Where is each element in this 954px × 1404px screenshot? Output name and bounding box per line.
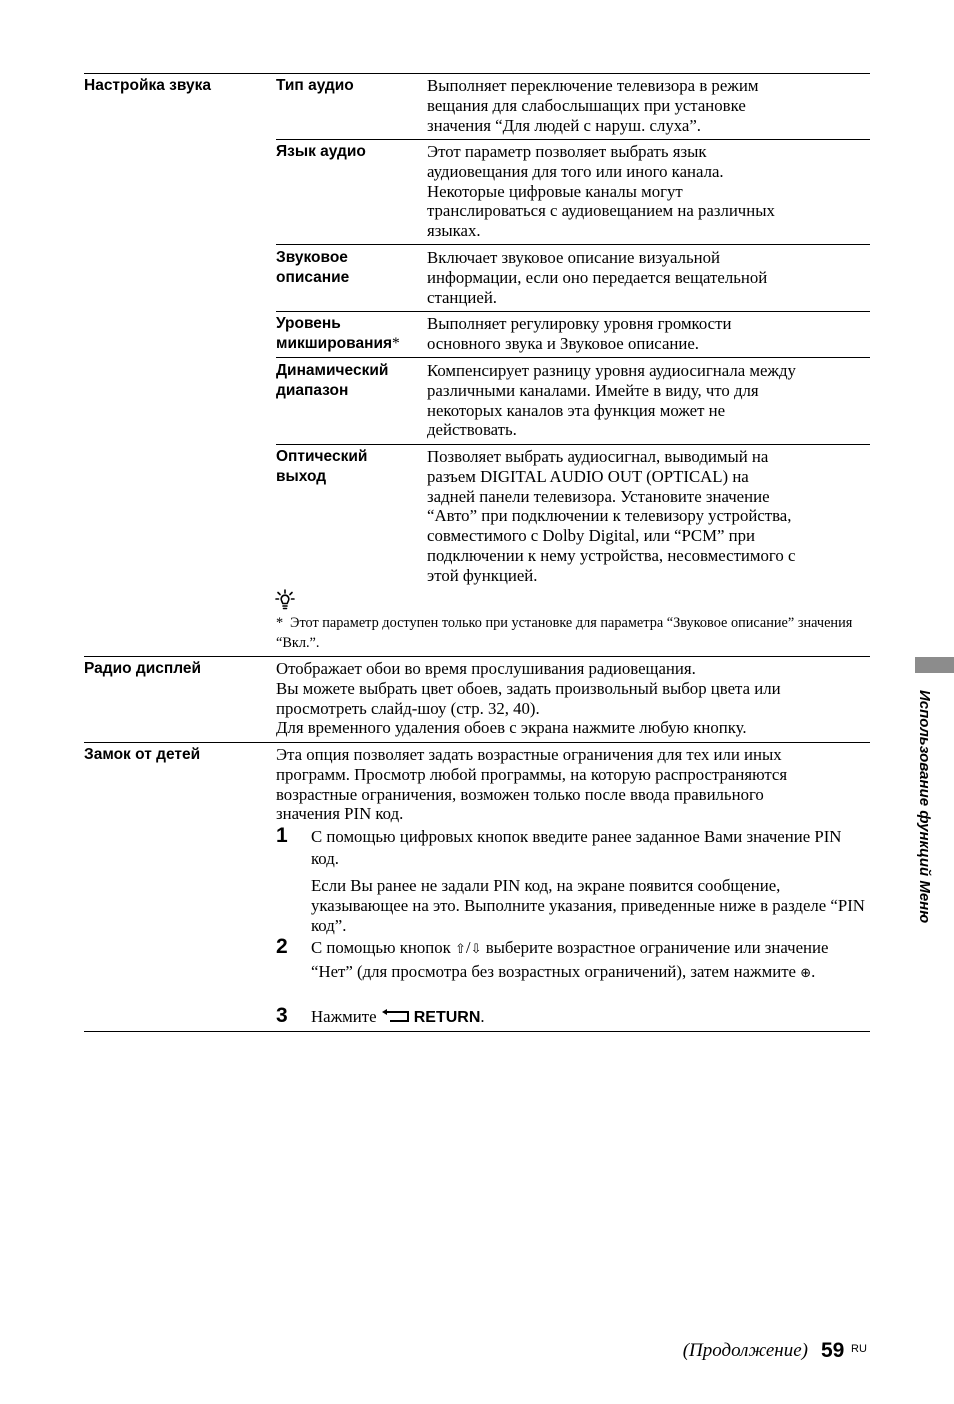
footnote-text: Этот параметр доступен только при установке для параметра “Звуковое описание” значения “Вкл.”.	[276, 615, 853, 651]
section-title-child-lock: Замок от детей	[84, 746, 201, 763]
item-desc-audio-language: Этот параметр позволяет выбрать язык аудиовещания для того или иного канала. Некоторые цифровые каналы могут транслироваться с аудиовещанием на различных языках.	[427, 142, 775, 241]
step-text	[311, 1006, 867, 1029]
step-text-part: .	[480, 1007, 485, 1026]
continued-label: (Продолжение)	[682, 1340, 808, 1361]
step-extra-text: Если Вы ранее не задали PIN код, на экране появится сообщение, указывающее на это. Выполните указания, приведенные ниже в разделе “PIN код”.	[311, 876, 865, 935]
item-name-audio-type: Тип аудио	[276, 77, 354, 94]
sidebar-label	[913, 690, 935, 990]
step-text	[311, 937, 867, 984]
divider	[84, 656, 870, 657]
item-desc-optical-out: Позволяет выбрать аудиосигнал, выводимый на разъем DIGITAL AUDIO OUT (OPTICAL) на задней панели телевизора. Установите значение “Авто” при подключении к телевизору устройства, совместимого с Dolby Digital, или “PCM” при подключении к нему устройства, несовместимого с этой функцией.	[427, 447, 796, 585]
divider	[84, 742, 870, 743]
radio-display-desc: Отображает обои во время прослушивания радиовещания. Вы можете выбрать цвет обоев, задать произвольный выбор цвета или просмотреть слайд-шоу (стр. 32, 40). Для временного удаления обоев с экрана нажмите любую кнопку.	[276, 659, 781, 738]
page-number: 59	[821, 1339, 845, 1362]
step-number: 3	[276, 1004, 288, 1027]
step-text-part: .	[811, 961, 816, 981]
up-arrow-icon: ⇧	[455, 942, 466, 957]
divider	[84, 1031, 870, 1032]
divider	[276, 139, 870, 140]
down-arrow-icon: ⇩	[470, 942, 482, 957]
item-desc-dynamic-range: Компенсирует разницу уровня аудиосигнала между различными каналами. Имейте в виду, что для некоторых каналов эта функция может не действовать.	[427, 361, 796, 440]
step-text: С помощью цифровых кнопок введите ранее заданное Вами значение PIN код.	[311, 827, 842, 868]
step-text-part: С помощью кнопок	[311, 938, 456, 957]
return-label: RETURN	[413, 1009, 481, 1026]
return-arrow-icon	[381, 1007, 411, 1021]
divider	[276, 311, 870, 312]
item-name-dynamic-range: Динамический диапазон	[276, 362, 389, 399]
section-title-radio-display: Радио дисплей	[84, 660, 202, 677]
footnote-mark: *	[276, 615, 284, 631]
slash: /	[465, 938, 471, 957]
enter-button-icon: ⊕	[800, 965, 812, 981]
child-lock-desc: Эта опция позволяет задать возрастные ограничения для тех или иных программ. Просмотр любой программы, на которую распространяются возрастные ограничения, возможен только после ввода правильного значения PIN код.	[276, 745, 788, 824]
item-desc-audio-type: Выполняет переключение телевизора в режим вещания для слабослышащих при установке значения “Для людей с наруш. слуха”.	[427, 76, 759, 135]
step-number: 2	[276, 935, 288, 958]
divider	[276, 244, 870, 245]
item-name-text: Уровень микширования	[276, 315, 393, 352]
footnote-marker: *	[392, 335, 400, 352]
sidebar-marker	[915, 657, 954, 673]
item-desc-mixing-level: Выполняет регулировку уровня громкости основного звука и Звуковое описание.	[427, 314, 732, 353]
language-code: RU	[851, 1343, 867, 1355]
step-text-part: выберите возрастное ограничение или значение “Нет” (для просмотра без возрастных ограничений), затем нажмите	[311, 938, 829, 981]
step-text-part: Нажмите	[311, 1007, 381, 1026]
footnote	[276, 613, 870, 653]
divider	[276, 357, 870, 358]
item-name-optical-out: Оптический выход	[276, 448, 368, 485]
section-title-sound: Настройка звука	[84, 77, 212, 94]
item-name-audio-description: Звуковое описание	[276, 249, 350, 286]
sidebar-label-text: Использование функций Меню	[916, 690, 933, 924]
divider	[84, 73, 870, 74]
item-name-audio-language: Язык аудио	[276, 143, 366, 160]
item-desc-audio-description: Включает звуковое описание визуальной информации, если оно передается вещательной станцией.	[427, 248, 768, 307]
lightbulb-icon	[275, 589, 295, 611]
divider	[276, 444, 870, 445]
step-number: 1	[276, 824, 288, 847]
item-name-mixing-level	[276, 314, 426, 354]
